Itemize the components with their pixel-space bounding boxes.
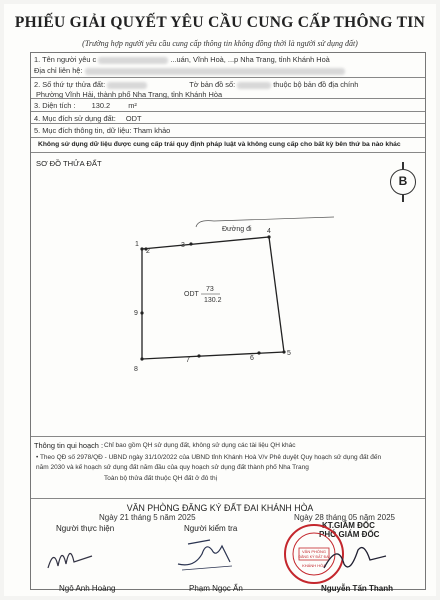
- requester-line: [34, 55, 330, 64]
- purpose-label: 5. Mục đích thông tin, dữ liệu:: [34, 126, 132, 135]
- purpose-line: [34, 126, 170, 135]
- vertex-dot: [197, 354, 200, 357]
- requester-label: 1. Tên người yêu c: [34, 55, 97, 64]
- vertex-label: 6: [250, 355, 254, 362]
- compass-tick: [402, 195, 404, 202]
- planning-line: năm 2030 và kế hoạch sử dụng đất năm đầu của quy hoạch sử dụng đất thành phố Nha Trang: [36, 464, 309, 471]
- area-label: 3. Diện tích :: [34, 101, 76, 110]
- parcel-area-label: 130.2: [204, 297, 222, 304]
- planning-line: • Theo QĐ số 2978/QĐ - UBND ngày 31/10/2022 của UBND tỉnh Khánh Hoà V/v Phê duyệt Quy hoạch sử dụng đất đến: [36, 454, 382, 461]
- performer-role: Người thực hiện: [56, 524, 115, 533]
- vertex-dot: [140, 357, 143, 360]
- contact-label: Địa chỉ liên hệ:: [34, 66, 83, 75]
- compass-tick: [402, 162, 404, 169]
- checker-name: Phạm Ngọc Ẩn: [189, 584, 243, 593]
- divider: [31, 111, 425, 112]
- divider: [31, 77, 425, 78]
- svg-text:VĂN PHÒNG: VĂN PHÒNG: [301, 549, 327, 554]
- vertex-dot: [189, 242, 192, 245]
- vertex-label: 9: [134, 310, 138, 317]
- svg-text:KHÁNH HÒA: KHÁNH HÒA: [302, 563, 326, 568]
- performer-signature: [44, 542, 104, 576]
- document-page: [4, 4, 436, 596]
- document-title: PHIẾU GIẢI QUYẾT YÊU CẦU CUNG CẤP THÔNG TIN: [14, 14, 426, 31]
- vertex-dot: [257, 351, 260, 354]
- ward-line: Phường Vĩnh Hải, thành phố Nha Trang, tỉnh Khánh Hòa: [36, 90, 223, 99]
- vertex-label: 1: [135, 241, 139, 248]
- usage-warning: Không sử dụng dữ liệu được cung cấp trái quy định pháp luật và không cung cấp cho bất kỳ bên thứ ba nào khác: [38, 141, 401, 148]
- redacted-block: [98, 57, 168, 64]
- land-code: ODT: [184, 291, 199, 298]
- purpose-value: Tham khảo: [133, 126, 171, 135]
- parcel-number: 73: [206, 286, 214, 293]
- road-edge: [196, 217, 334, 227]
- area-value: 130.2: [91, 101, 111, 110]
- vertex-dot: [267, 235, 270, 238]
- divider: [31, 98, 425, 99]
- redacted-block: [107, 82, 147, 89]
- vertex-label: 8: [134, 366, 138, 373]
- use-value: ODT: [125, 114, 142, 123]
- parcel-line: [34, 80, 358, 89]
- divider: [31, 498, 425, 499]
- vertex-label: 2: [146, 248, 150, 255]
- date-right: Ngày 28 tháng 05 năm 2025: [294, 513, 395, 522]
- area-unit: m²: [128, 101, 137, 110]
- divider: [31, 152, 425, 153]
- area-line: [34, 101, 137, 110]
- parcel-plan: [104, 209, 344, 389]
- planning-label: Thông tin qui hoạch :: [34, 441, 104, 450]
- divider: [31, 123, 425, 124]
- north-compass-icon: B: [390, 169, 416, 195]
- document-subtitle: (Trường hợp người yêu cầu cung cấp thông tin không đồng thời là người sử dụng đất): [82, 39, 358, 48]
- redacted-block: [237, 82, 271, 89]
- divider: [31, 436, 425, 437]
- contact-line: [34, 66, 345, 75]
- director-role: KT.GIÁM ĐỐC: [322, 521, 375, 530]
- parcel-sheet-label: Tờ bản đồ số:: [189, 80, 236, 89]
- performer-name: Ngô Anh Hoàng: [59, 584, 116, 593]
- checker-role: Người kiểm tra: [184, 524, 238, 533]
- svg-text:ĐĂNG KÝ ĐẤT ĐAI: ĐĂNG KÝ ĐẤT ĐAI: [298, 555, 330, 559]
- date-left: Ngày 21 tháng 5 năm 2025: [99, 513, 196, 522]
- road-label: Đường đi: [222, 226, 252, 233]
- vertex-label: 4: [267, 228, 271, 235]
- vertex-dot: [140, 247, 143, 250]
- director-signature: [320, 538, 390, 578]
- vertex-label: 3: [181, 242, 185, 249]
- parcel-label: 2. Số thứ tự thửa đất:: [34, 80, 106, 89]
- vertex-label: 7: [186, 357, 190, 364]
- planning-line: Chỉ bao gồm QH sử dụng đất, không sử dụng các tài liệu QH khác: [104, 442, 296, 449]
- vertex-dot: [282, 350, 285, 353]
- redacted-block: [85, 68, 345, 75]
- use-label: 4. Mục đích sử dụng đất:: [34, 114, 116, 123]
- vertex-dot: [140, 311, 143, 314]
- office-name: VĂN PHÒNG ĐĂNG KÝ ĐẤT ĐAI KHÁNH HÒA: [126, 503, 314, 513]
- planning-line: Toàn bộ thửa đất thuộc QH đất ở đô thị: [104, 475, 218, 482]
- director-name: Nguyễn Tấn Thanh: [321, 584, 393, 593]
- vertex-label: 5: [287, 350, 291, 357]
- divider: [31, 137, 425, 138]
- requester-address: ...uán, Vĩnh Hoà, ...p Nha Trang, tỉnh Khánh Hoà: [170, 55, 330, 64]
- parcel-sheet-text: thuộc bộ bản đồ địa chính: [273, 80, 359, 89]
- director-role-sub: PHÓ GIÁM ĐỐC: [319, 530, 380, 539]
- use-line: [34, 114, 142, 123]
- section-heading: SƠ ĐỒ THỬA ĐẤT: [36, 159, 102, 168]
- checker-signature: [172, 532, 238, 576]
